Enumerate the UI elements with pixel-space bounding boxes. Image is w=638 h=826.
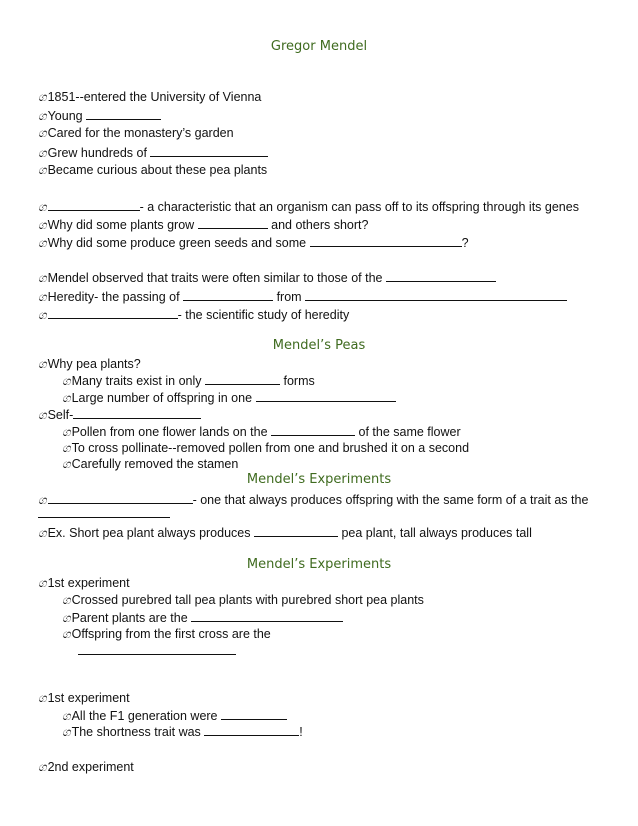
bullet-icon: ග [38,236,47,250]
bullet-icon: ග [62,611,71,625]
line-text: Ex. Short pea plant always produces [47,526,251,540]
list-item [38,524,532,541]
list-item [38,575,130,591]
bullet-icon: ග [38,271,47,285]
list-item [38,505,170,522]
fill-blank [221,707,287,720]
list-item [38,234,469,251]
bullet-icon: ග [62,593,71,607]
list-item [38,269,496,286]
line-text: Pollen from one flower lands on the [71,425,268,439]
bullet-icon: ග [38,218,47,232]
list-item [62,707,287,724]
list-item [38,89,261,105]
line-text: To cross pollinate--removed pollen from one and brushed it on a second [71,441,470,455]
list-item [62,423,461,440]
line-text: Became curious about these pea plants [47,163,268,177]
bullet-icon: ග [38,308,47,322]
bullet-icon: ග [62,709,71,723]
bullet-icon: ග [38,290,47,304]
bullet-icon: ග [38,357,47,371]
list-item [62,592,424,608]
list-item [38,759,134,775]
line-text: Heredity- the passing of [47,290,180,304]
line-text: and others short? [271,218,369,232]
fill-blank [191,609,343,622]
list-item [62,723,303,740]
section-heading-peas: Mendel’s Peas [272,338,366,353]
bullet-icon: ග [38,200,47,214]
line-text: 1st experiment [47,691,130,705]
line-text: Offspring from the first cross are the [71,627,271,641]
list-item [62,440,469,456]
line-text: Grew hundreds of [47,146,147,160]
list-item [62,626,271,642]
list-item [62,609,343,626]
bullet-icon: ග [38,576,47,590]
line-text: Why pea plants? [47,357,141,371]
bullet-icon: ග [62,391,71,405]
fill-blank [310,234,462,247]
line-text: Mendel observed that traits were often similar to those of the [47,271,383,285]
bullet-icon: ග [62,441,71,455]
fill-blank [205,372,280,385]
section-heading-experiments-2: Mendel’s Experiments [246,557,392,572]
line-text: Crossed purebred tall pea plants with purebred short pea plants [71,593,424,607]
list-item [38,356,141,372]
line-text: ! [299,725,303,739]
bullet-icon: ග [38,760,47,774]
line-text: Large number of offspring in one [71,391,253,405]
line-text: of the same flower [358,425,461,439]
line-text: Carefully removed the stamen [71,457,239,471]
fill-blank [254,524,338,537]
fill-blank [183,288,273,301]
line-text: Self- [47,408,74,422]
bullet-icon: ග [38,526,47,540]
line-text: Why did some produce green seeds and some [47,236,307,250]
bullet-icon: ග [38,90,47,104]
fill-blank [48,198,140,211]
list-item [38,162,267,178]
line-text: 1851--entered the University of Vienna [47,90,262,104]
list-item [62,389,396,406]
bullet-icon: ග [38,408,47,422]
bullet-icon: ග [62,425,71,439]
line-text: 2nd experiment [47,760,134,774]
bullet-icon: ග [62,627,71,641]
line-text: pea plant, tall always produces tall [341,526,532,540]
line-text: Many traits exist in only [71,374,202,388]
list-item [38,306,349,323]
bullet-icon: ග [62,374,71,388]
fill-blank [73,406,201,419]
bullet-icon: ග [38,493,47,507]
line-text: ? [461,236,469,250]
line-text: Cared for the monastery’s garden [47,126,234,140]
fill-blank [150,144,268,157]
bullet-icon: ග [38,109,47,123]
fill-blank [204,723,299,736]
line-text: Parent plants are the [71,611,188,625]
bullet-icon: ග [38,126,47,140]
line-text: forms [283,374,315,388]
fill-blank [48,491,193,504]
list-item [38,144,268,161]
line-text: Why did some plants grow [47,218,195,232]
bullet-icon: ග [38,691,47,705]
line-text: 1st experiment [47,576,130,590]
list-item [38,690,130,706]
fill-blank [78,642,236,655]
line-text: Young [47,109,83,123]
line-text: All the F1 generation were [71,709,218,723]
list-item [38,288,567,305]
line-text: - the scientific study of heredity [177,308,350,322]
list-item [38,216,368,233]
line-text: - a characteristic that an organism can pass off to its offspring through its genes [139,200,579,214]
list-item [38,406,201,423]
fill-blank [198,216,268,229]
page-title: Gregor Mendel [270,39,368,54]
list-item [38,107,161,124]
fill-blank [271,423,355,436]
list-item [78,642,236,659]
fill-blank [48,306,178,319]
list-item [62,372,315,389]
line-text: The shortness trait was [71,725,201,739]
fill-blank [305,288,567,301]
bullet-icon: ග [62,457,71,471]
fill-blank [38,505,170,518]
section-heading-experiments: Mendel’s Experiments [246,472,392,487]
bullet-icon: ග [62,725,71,739]
fill-blank [86,107,161,120]
fill-blank [386,269,496,282]
bullet-icon: ග [38,146,47,160]
bullet-icon: ග [38,163,47,177]
list-item [62,456,238,472]
list-item [38,125,234,141]
list-item [38,198,579,215]
line-text: - one that always produces offspring with the same form of a trait as the [192,493,589,507]
line-text: from [276,290,302,304]
fill-blank [256,389,396,402]
